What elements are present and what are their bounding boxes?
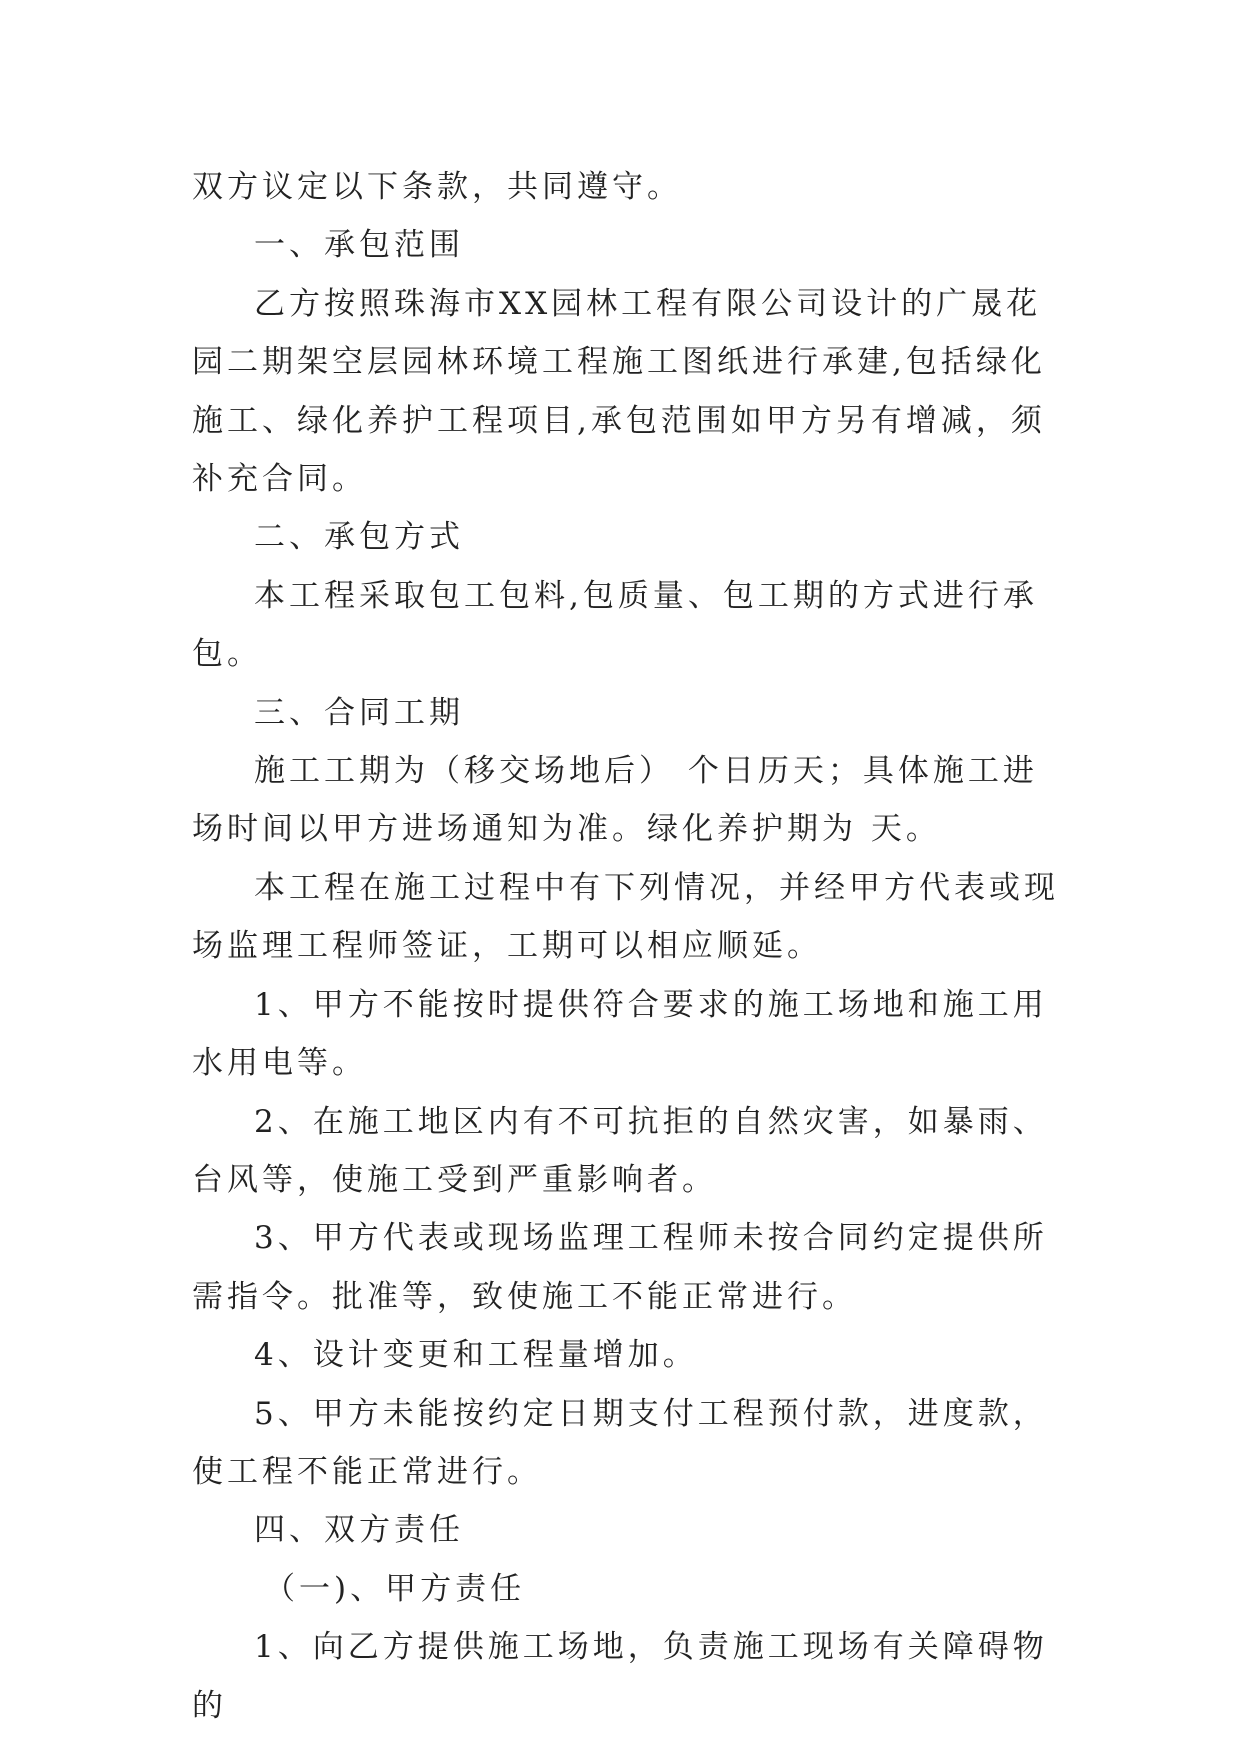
paragraph-scope: 乙方按照珠海市XX园林工程有限公司设计的广晟花园二期架空层园林环境工程施工图纸进行承建,包括绿化施工、绿化养护工程项目,承包范围如甲方另有增减，须补充合同。: [192, 285, 1046, 498]
document-body: [192, 158, 1072, 1735]
list-item-5: 5、甲方未能按约定日期支付工程预付款，进度款，使工程不能正常进行。: [192, 1395, 1048, 1490]
heading-scope: 一、承包范围: [254, 227, 464, 264]
heading-method: 二、承包方式: [254, 519, 464, 556]
list-item-2: 2、在施工地区内有不可抗拒的自然灾害，如暴雨、台风等，使施工受到严重影响者。: [192, 1103, 1048, 1198]
paragraph-extension: 本工程在施工过程中有下列情况，并经甲方代表或现场监理工程师签证，工期可以相应顺延。: [192, 869, 1059, 965]
paragraph-period: 施工工期为（移交场地后） 个日历天；具体施工进场时间以甲方进场通知为准。绿化养护期为 天。: [192, 753, 1038, 848]
paragraph-party-a-1: 1、向乙方提供施工场地，负责施工现场有关障碍物的: [192, 1629, 1048, 1724]
heading-period: 三、合同工期: [254, 694, 464, 731]
paragraph-intro: 双方议定以下条款，共同遵守。: [192, 169, 682, 205]
list-item-4: 4、设计变更和工程量增加。: [254, 1337, 698, 1374]
heading-responsibilities: 四、双方责任: [254, 1512, 464, 1549]
list-item-3: 3、甲方代表或现场监理工程师未按合同约定提供所需指令。批准等，致使施工不能正常进行。: [192, 1220, 1048, 1315]
subheading-party-a: （一)、甲方责任: [264, 1570, 526, 1607]
paragraph-method: 本工程采取包工包料,包质量、包工期的方式进行承包。: [192, 577, 1038, 673]
list-item-1: 1、甲方不能按时提供符合要求的施工场地和施工用水用电等。: [192, 986, 1048, 1082]
